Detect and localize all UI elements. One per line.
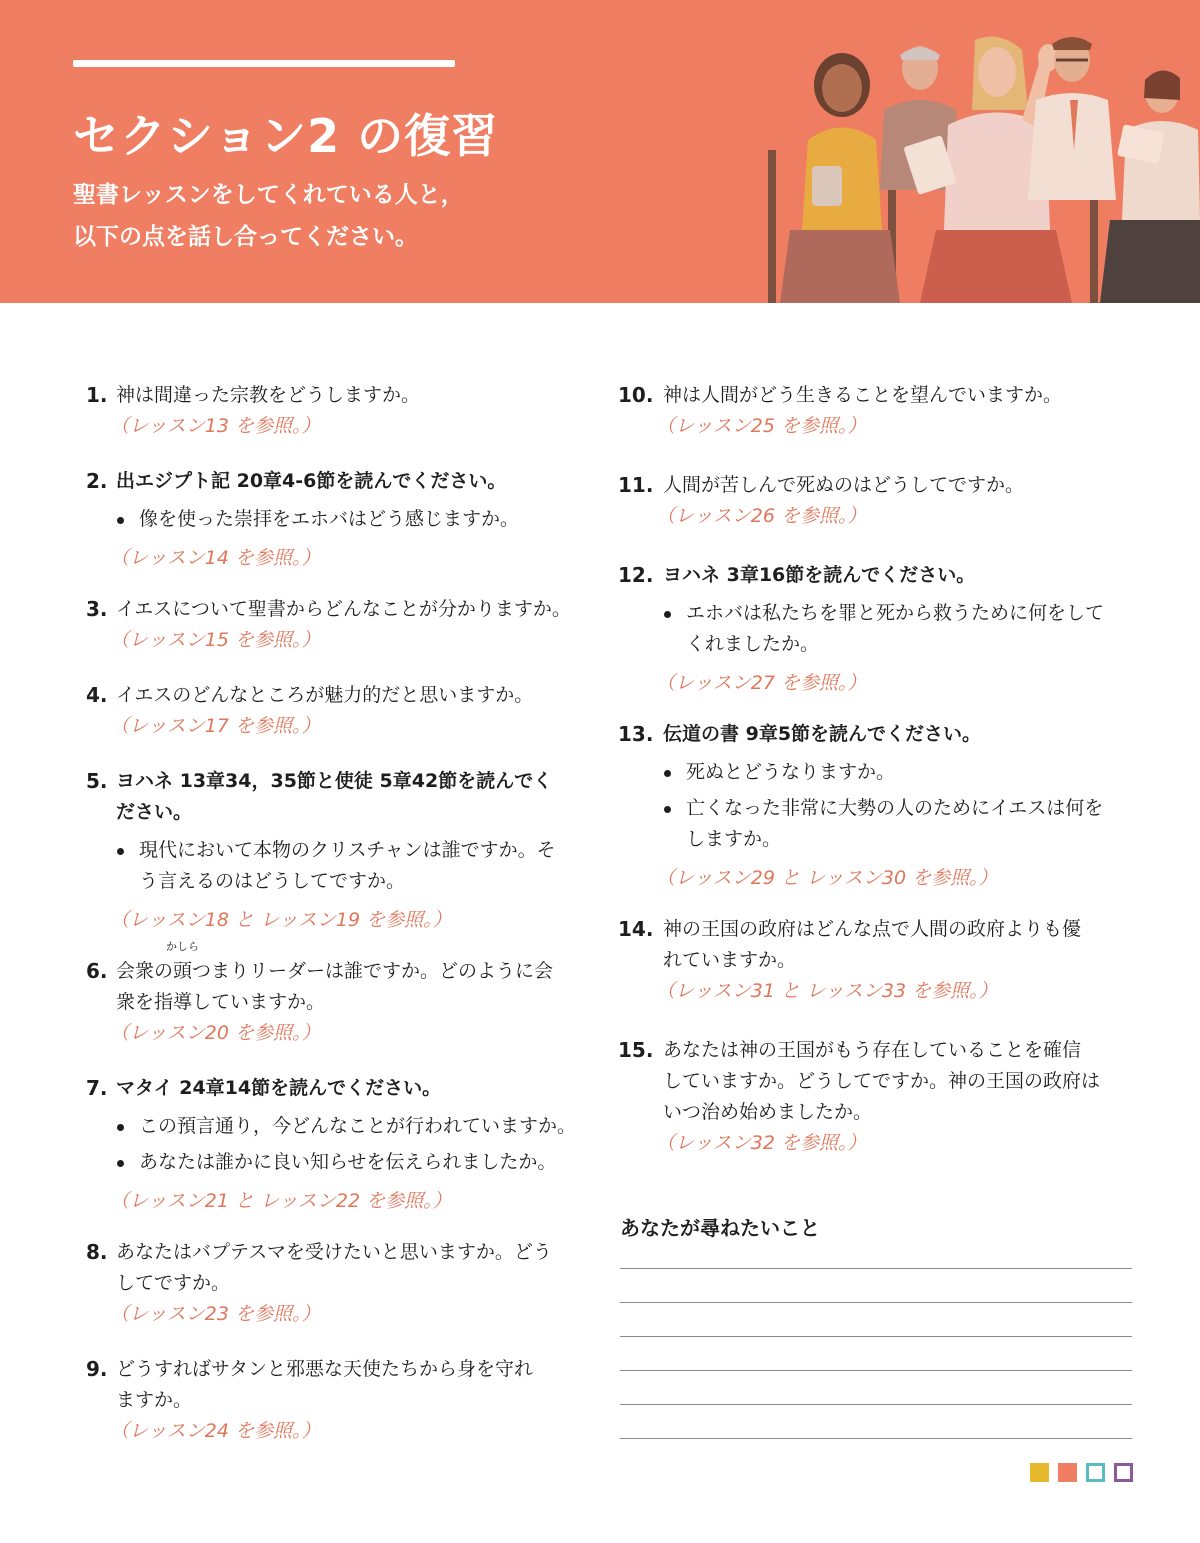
lesson-reference: （レッスン14 を参照。）: [110, 547, 321, 569]
swatch-filled-coral: [1058, 1463, 1077, 1482]
question-number: 15.: [618, 1038, 654, 1062]
lesson-reference: （レッスン26 を参照。）: [656, 505, 867, 527]
question-number: 7.: [86, 1076, 108, 1100]
lesson-reference: （レッスン32 を参照。）: [656, 1132, 867, 1154]
question-number: 5.: [86, 769, 108, 793]
swatch-filled-yellow: [1030, 1463, 1049, 1482]
bullet-item: 死ぬとどうなりますか。: [618, 757, 1138, 788]
question-text: 13. 伝道の書 9章5節を読んでください。: [618, 719, 1138, 750]
question-13: [618, 719, 1138, 894]
header-banner: [0, 0, 1200, 303]
swatch-outline-purple: [1114, 1463, 1133, 1482]
question-5: [86, 766, 596, 936]
question-number: 1.: [86, 383, 108, 407]
lesson-reference: （レッスン31 と レッスン33 を参照。）: [656, 980, 998, 1002]
writing-line[interactable]: [620, 1370, 1132, 1371]
page-title: セクション2 の復習: [73, 109, 499, 163]
question-text: 12. ヨハネ 3章16節を読んでください。: [618, 560, 1138, 591]
writing-line[interactable]: [620, 1404, 1132, 1405]
question-text: 10. 神は人間がどう生きることを望んでいますか。: [618, 380, 1138, 411]
question-number: 13.: [618, 722, 654, 746]
writing-line[interactable]: [620, 1438, 1132, 1439]
question-text: 15. あなたは神の王国がもう存在していることを確信 していますか。どうしてですか。神の王国の政府は いつ治め始めましたか。: [618, 1035, 1138, 1128]
question-text: 5. ヨハネ 13章34，35節と使徒 5章42節を読んでく ださい。: [86, 766, 596, 828]
lesson-reference: （レッスン17 を参照。）: [110, 715, 321, 737]
bullet-item: 像を使った崇拝をエホバはどう感じますか。: [86, 504, 596, 535]
question-text: 1. 神は間違った宗教をどうしますか。: [86, 380, 596, 411]
questions-left-column: [86, 370, 596, 1447]
lesson-reference: （レッスン21 と レッスン22 を参照。）: [110, 1190, 452, 1212]
bullet-item: 亡くなった非常に大勢の人のためにイエスは何を しますか。: [618, 793, 1138, 855]
question-15: [618, 1035, 1138, 1159]
lesson-reference: （レッスン13 を参照。）: [110, 415, 321, 437]
ask-section-title: あなたが尋ねたいこと: [620, 1216, 820, 1240]
question-text: 11. 人間が苦しんで死ぬのはどうしてですか。: [618, 470, 1138, 501]
question-9: [86, 1354, 596, 1447]
question-4: [86, 680, 596, 742]
question-text: 6. 会衆の かしら 頭つまりリーダーは誰ですか。どのように会 衆を指導していますか。: [86, 940, 554, 1013]
bullet-item: 現代において本物のクリスチャンは誰ですか。そ う言えるのはどうしてですか。: [86, 835, 596, 897]
bullet-item: エホバは私たちを罪と死から救うために何をして くれましたか。: [618, 598, 1138, 660]
question-number: 6.: [86, 959, 108, 983]
header-rule: [73, 60, 455, 67]
bullet-list: [86, 1111, 596, 1178]
question-number: 8.: [86, 1240, 108, 1264]
question-number: 3.: [86, 597, 108, 621]
lesson-reference: （レッスン20 を参照。）: [110, 1022, 321, 1044]
lesson-reference: （レッスン15 を参照。）: [110, 629, 321, 651]
bullet-list: [618, 757, 1138, 855]
question-number: 12.: [618, 563, 654, 587]
writing-line[interactable]: [620, 1302, 1132, 1303]
writing-line[interactable]: [620, 1268, 1132, 1269]
question-text: 2. 出エジプト記 20章4-6節を読んでください。: [86, 466, 596, 497]
question-number: 11.: [618, 473, 654, 497]
bullet-list: [618, 598, 1138, 660]
lesson-reference: （レッスン24 を参照。）: [110, 1420, 321, 1442]
question-number: 10.: [618, 383, 654, 407]
lesson-reference: （レッスン29 と レッスン30 を参照。）: [656, 867, 998, 889]
question-2: [86, 466, 596, 574]
question-3: [86, 594, 596, 656]
question-1: [86, 380, 596, 442]
question-text: 9. どうすればサタンと邪悪な天使たちから身を守れ ますか。: [86, 1354, 596, 1416]
page-subtitle-line1: 聖書レッスンをしてくれている人と，: [73, 182, 464, 208]
bullet-list: [86, 504, 596, 535]
question-number: 4.: [86, 683, 108, 707]
writing-line[interactable]: [620, 1336, 1132, 1337]
question-text: 14. 神の王国の政府はどんな点で人間の政府よりも優 れていますか。: [618, 914, 1138, 976]
page-subtitle-line2: 以下の点を話し合ってください。: [73, 224, 418, 250]
bullet-list: [86, 835, 596, 897]
question-text: 4. イエスのどんなところが魅力的だと思いますか。: [86, 680, 596, 711]
section-progress-swatches: [1030, 1463, 1135, 1483]
question-number: 2.: [86, 469, 108, 493]
audience-illustration: [760, 0, 1200, 303]
question-text: 7. マタイ 24章14節を読んでください。: [86, 1073, 596, 1104]
question-7: [86, 1073, 596, 1217]
question-6: [86, 940, 596, 1049]
question-text: 3. イエスについて聖書からどんなことが分かりますか。: [86, 594, 596, 625]
question-text: 8. あなたはバプテスマを受けたいと思いますか。どう してですか。: [86, 1237, 596, 1299]
questions-right-column: [618, 370, 1138, 1159]
bullet-item: この預言通り，今どんなことが行われていますか。: [86, 1111, 596, 1142]
ruby-annotation: かしら 頭: [166, 940, 200, 982]
question-11: [618, 470, 1138, 532]
swatch-outline-teal: [1086, 1463, 1105, 1482]
question-12: [618, 560, 1138, 699]
question-number: 14.: [618, 917, 654, 941]
lesson-reference: （レッスン18 と レッスン19 を参照。）: [110, 909, 452, 931]
lesson-reference: （レッスン25 を参照。）: [656, 415, 867, 437]
lesson-reference: （レッスン23 を参照。）: [110, 1303, 321, 1325]
lesson-reference: （レッスン27 を参照。）: [656, 672, 867, 694]
bullet-item: あなたは誰かに良い知らせを伝えられましたか。: [86, 1147, 596, 1178]
question-8: [86, 1237, 596, 1330]
question-number: 9.: [86, 1357, 108, 1381]
question-14: [618, 914, 1138, 1007]
question-10: [618, 380, 1138, 442]
